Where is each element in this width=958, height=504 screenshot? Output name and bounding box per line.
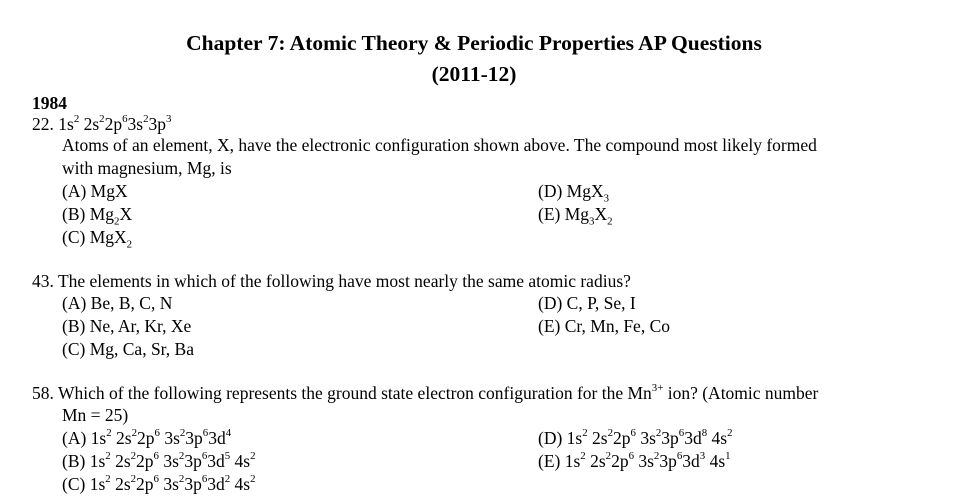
q43-number: 43.: [32, 271, 54, 291]
q22-choice-c: (C) MgX$_2$: [62, 227, 133, 251]
q58-header: [32, 382, 818, 404]
q43-choice-a: (A) Be, B, C, N: [62, 293, 173, 313]
q58-choice-a: (A) $1s^2$ $2s^22p^6$ $3s^23p^63d^4$: [62, 427, 232, 448]
q58-number: 58.: [32, 383, 54, 403]
q58-text: Which of the following represents the ground state electron configuration for the $Mn^{3+}$ ion? (Atomic number: [57, 382, 819, 403]
q43-choice-d: (D) C, P, Se, I: [538, 293, 636, 313]
q58-choice-e: (E) $1s^2$ $2s^22p^6$ $3s^23p^63d^3$ $4s^1$: [538, 450, 731, 471]
q43-choice-e: (E) Cr, Mn, Fe, Co: [538, 316, 671, 336]
q22-header: [32, 113, 171, 135]
q22-text-line2: with magnesium, Mg, is: [62, 158, 232, 178]
q58-choice-b: (B) $1s^2$ $2s^22p^6$ $3s^23p^63d^5$ $4s^2$: [62, 450, 256, 471]
q58-choice-c: (C) $1s^2$ $2s^22p^6$ $3s^23p^63d^2$ $4s^2$: [62, 473, 256, 494]
page-subtitle: (2011-12): [431, 62, 517, 86]
q22-text-line1: Atoms of an element, X, have the electronic configuration shown above. The compound most likely formed: [62, 135, 817, 155]
q22-configuration: $1s^2$ $2s^22p^63s^23p^3$: [58, 113, 172, 134]
q43-text: The elements in which of the following have most nearly the same atomic radius?: [57, 271, 631, 291]
page-title: Chapter 7: Atomic Theory & Periodic Properties AP Questions: [186, 31, 762, 55]
q58-choice-d: (D) $1s^2$ $2s^22p^6$ $3s^23p^63d^8$ $4s^2$: [538, 427, 733, 448]
q22-choice-d: (D) MgX$_3$: [538, 181, 610, 205]
q43-header: [32, 270, 631, 292]
q22-choice-e: (E) $Mg_3X_2$: [538, 204, 613, 228]
q43-choice-c: (C) Mg, Ca, Sr, Ba: [62, 339, 195, 359]
q22-number: 22.: [32, 114, 54, 134]
year-heading: 1984: [32, 93, 67, 113]
q22-choice-a: (A) MgX: [62, 181, 128, 201]
q22-choice-b: (B) $Mg_2X$: [62, 204, 133, 228]
q43-choice-b: (B) Ne, Ar, Kr, Xe: [62, 316, 192, 336]
q58-text-line2: Mn = 25): [62, 405, 129, 425]
